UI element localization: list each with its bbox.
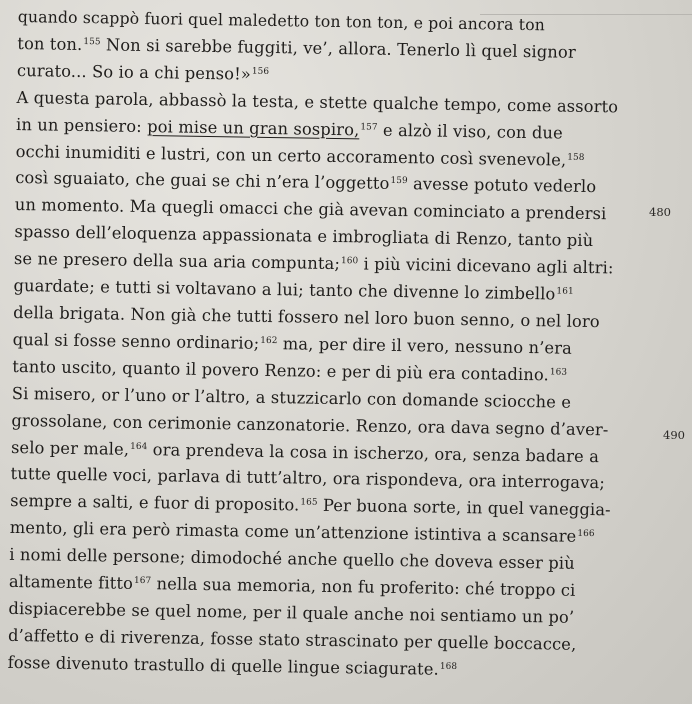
text-span: d’affetto e di riverenza, fosse stato strascinato per quelle boccacce, [7, 625, 577, 654]
footnote-marker: 160 [340, 256, 359, 267]
text-span: occhi inumiditi e lustri, con un certo accoramento così svenevole, [15, 141, 567, 170]
text-span: qual si fosse senno ordinario; [12, 329, 260, 353]
text-span: curato... So io a chi penso!» [16, 60, 252, 84]
footnote-marker: 161 [556, 286, 574, 297]
footnote-marker: 168 [439, 661, 458, 672]
footnote-marker: 158 [567, 152, 585, 163]
text-span: fosse divenuto trastullo di quelle lingue sciagurate. [7, 652, 440, 679]
text-span: ma, per dire il vero, nessuno n’era [277, 333, 573, 358]
text-span: altamente fitto [8, 571, 134, 593]
text-span: sempre a salti, e fuor di proposito. [10, 491, 300, 515]
text-span: così sguaiato, che guai se chi n’era l’oggetto [15, 168, 390, 194]
text-span: tanto uscito, quanto il povero Renzo: e per di più era contadino. [12, 356, 550, 385]
text-span: dispiacerebbe se quel nome, per il quale anche noi sentiamo un po’ [8, 598, 575, 627]
text-span: tutte quelle voci, parlava di tutt’altro, ora rispondeva, ora interrogava; [10, 464, 606, 493]
footnote-marker: 162 [260, 335, 278, 346]
line-number-480: 480 [649, 205, 671, 219]
text-span: guardate; e tutti si voltavano a lui; tanto che divenne lo zimbello [13, 276, 556, 304]
text-span: Per buona sorte, in quel vaneggia- [317, 496, 611, 520]
text-span: selo per male, [10, 437, 130, 459]
footnote-marker: 155 [83, 36, 101, 48]
footnote-marker: 165 [300, 497, 318, 509]
text-span: un momento. Ma quegli omacci che già avevan cominciato a prendersi [14, 195, 607, 224]
footnote-marker: 166 [577, 529, 595, 540]
text-span: mento, gli era però rimasta come un’attenzione istintiva a scansare [9, 518, 577, 547]
footnote-marker: 167 [133, 575, 152, 587]
text-span: quando scappò fuori quel maledetto ton ton ton, e poi ancora ton [17, 6, 546, 35]
text-span: A questa parola, abbassò la testa, e stette qualche tempo, come assorto [16, 87, 619, 117]
footnote-marker: 156 [251, 66, 270, 77]
text-span: se ne presero della sua aria compunta; [13, 249, 341, 274]
footnote-marker: 164 [130, 441, 148, 452]
text-span: ora prendeva la cosa in ischerzo, ora, senza badare a [147, 439, 600, 466]
text-span: i nomi delle persone; dimodoché anche quello che doveva esser più [9, 545, 575, 573]
underlined-text: poi mise un gran sospiro, [147, 116, 360, 140]
text-span: Si misero, or l’uno or l’altro, a stuzzicarlo con domande sciocche e [11, 383, 572, 412]
line-number-490: 490 [663, 428, 685, 442]
text-span: Non si sarebbe fuggiti, ve’, allora. Tenerlo lì quel signor [100, 35, 576, 62]
footnote-marker: 163 [549, 367, 568, 378]
text-span: nella sua memoria, non fu proferito: ché troppo ci [151, 574, 576, 600]
text-span: i più vicini dicevano agli altri: [358, 254, 614, 278]
text-span: spasso dell’eloquenza appassionata e imbrogliata di Renzo, tanto più [14, 222, 594, 251]
text-span: ton ton. [17, 33, 83, 54]
text-span: grossolane, con cerimonie canzonatorie. Renzo, ora dava segno d’aver- [11, 410, 609, 439]
text-span: avesse potuto vederlo [407, 174, 597, 197]
text-span: della brigata. Non già che tutti fossero nel loro buon senno, o nel loro [13, 302, 600, 332]
footnote-marker: 159 [390, 176, 408, 187]
text-span: e alzò il viso, con due [377, 120, 563, 143]
body-text [7, 4, 671, 687]
text-span: in un pensiero: [15, 114, 148, 136]
footnote-marker: 157 [360, 122, 378, 133]
